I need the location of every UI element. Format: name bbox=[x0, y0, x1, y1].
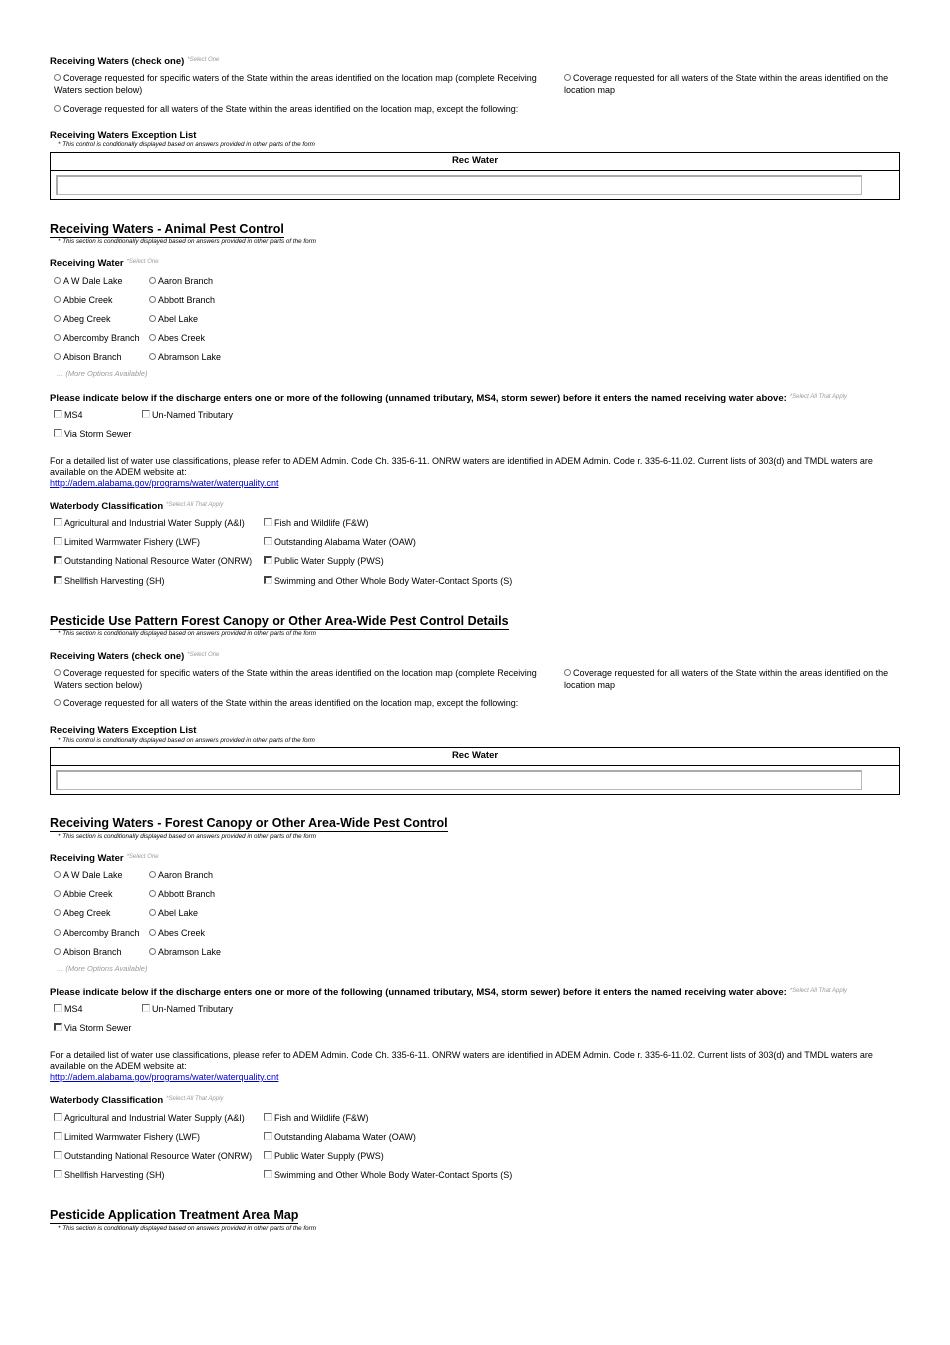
radio-icon[interactable] bbox=[54, 334, 61, 341]
checkbox-icon[interactable] bbox=[54, 1113, 62, 1121]
checkbox-icon[interactable] bbox=[54, 429, 62, 437]
coverage-option-all[interactable]: Coverage requested for all waters of the State within the areas identified on the location map bbox=[564, 668, 889, 690]
rec-water-input[interactable] bbox=[56, 770, 862, 790]
checkbox-icon[interactable] bbox=[264, 518, 272, 526]
exception-list-label-2: Receiving Waters Exception List bbox=[50, 725, 197, 736]
radio-icon[interactable] bbox=[54, 296, 61, 303]
checkbox-icon[interactable] bbox=[142, 1004, 150, 1012]
discharge-option-storm-sewer[interactable]: Via Storm Sewer bbox=[54, 428, 131, 440]
radio-icon[interactable] bbox=[54, 74, 61, 81]
waterbody-option[interactable]: Public Water Supply (PWS) bbox=[264, 1150, 384, 1162]
section-title-forest-details: Pesticide Use Pattern Forest Canopy or Other Area-Wide Pest Control Details bbox=[50, 614, 509, 628]
exception-list-label-1: Receiving Waters Exception List bbox=[50, 130, 197, 141]
receiving-water-option[interactable]: Abramson Lake bbox=[149, 946, 221, 958]
receiving-water-option[interactable]: Abercomby Branch bbox=[54, 332, 140, 344]
checkbox-icon[interactable] bbox=[264, 576, 272, 584]
coverage-label-2: Receiving Waters (check one) $^{*Select One}$ bbox=[50, 651, 220, 662]
waterbody-option[interactable]: Swimming and Other Whole Body Water-Contact Sports (S) bbox=[264, 1169, 512, 1181]
receiving-water-option[interactable]: Abel Lake bbox=[149, 907, 198, 919]
classification-info-text: For a detailed list of water use classifications, please refer to ADEM Admin. Code Ch. 335-6-11. ONRW waters are identified in ADEM Admin. Code r. 335-6-11.02. Current lists of 303(d) and TMDL waters are available on the ADEM website at: bbox=[50, 1050, 873, 1071]
conditional-section-note: * This section is conditionally displayed based on answers provided in other parts of the form bbox=[58, 833, 316, 840]
receiving-water-option[interactable]: Abes Creek bbox=[149, 927, 205, 939]
receiving-water-option[interactable]: Abeg Creek bbox=[54, 907, 111, 919]
waterbody-label: Waterbody Classification $^{*Select All That Apply}$ bbox=[50, 501, 224, 512]
radio-icon[interactable] bbox=[149, 277, 156, 284]
select-one-hint: *Select One bbox=[187, 57, 220, 63]
checkbox-icon[interactable] bbox=[54, 576, 62, 584]
waterbody-option[interactable]: Swimming and Other Whole Body Water-Contact Sports (S) bbox=[264, 575, 512, 587]
receiving-water-label: Receiving Water $^{*Select One}$ bbox=[50, 853, 159, 864]
adem-link[interactable]: http://adem.alabama.gov/programs/water/waterquality.cnt bbox=[50, 478, 279, 488]
conditional-control-note: * This control is conditionally displayed based on answers provided in other parts of the form bbox=[58, 737, 315, 744]
waterbody-option[interactable]: Limited Warmwater Fishery (LWF) bbox=[54, 536, 200, 548]
receiving-water-option[interactable]: Abercomby Branch bbox=[54, 927, 140, 939]
conditional-section-note: * This section is conditionally displayed based on answers provided in other parts of the form bbox=[58, 238, 316, 245]
rec-water-input[interactable] bbox=[56, 175, 862, 195]
waterbody-option[interactable]: Outstanding National Resource Water (ONRW) bbox=[54, 555, 252, 567]
receiving-water-option[interactable]: A W Dale Lake bbox=[54, 275, 123, 287]
coverage-option-specific[interactable]: Coverage requested for specific waters of the State within the areas identified on the location map (complete Receiving Waters section below) bbox=[54, 73, 537, 95]
radio-icon[interactable] bbox=[149, 890, 156, 897]
receiving-water-option[interactable]: A W Dale Lake bbox=[54, 869, 123, 881]
waterbody-option[interactable]: Public Water Supply (PWS) bbox=[264, 555, 384, 567]
radio-icon[interactable] bbox=[149, 315, 156, 322]
receiving-water-option[interactable]: Abbott Branch bbox=[149, 294, 215, 306]
coverage-option-except[interactable]: Coverage requested for all waters of the State within the areas identified on the location map, except the following: bbox=[54, 697, 518, 709]
receiving-water-option[interactable]: Aaron Branch bbox=[149, 869, 213, 881]
receiving-water-option[interactable]: Abel Lake bbox=[149, 313, 198, 325]
table-header-rec-water: Rec Water bbox=[51, 748, 899, 766]
radio-icon[interactable] bbox=[54, 669, 61, 676]
discharge-label: Please indicate below if the discharge enters one or more of the following (unnamed tributary, MS4, storm sewer) before it enters the named receiving water above: $^{*Select All That Apply}$ bbox=[50, 987, 848, 998]
waterbody-label: Waterbody Classification $^{*Select All That Apply}$ bbox=[50, 1095, 224, 1106]
waterbody-option[interactable]: Agricultural and Industrial Water Supply (A&I) bbox=[54, 1112, 245, 1124]
radio-icon[interactable] bbox=[149, 929, 156, 936]
conditional-control-note: * This control is conditionally displayed based on answers provided in other parts of the form bbox=[58, 141, 315, 148]
checkbox-icon[interactable] bbox=[142, 410, 150, 418]
receiving-water-option[interactable]: Abbie Creek bbox=[54, 888, 113, 900]
radio-icon[interactable] bbox=[54, 909, 61, 916]
classification-info-text: For a detailed list of water use classifications, please refer to ADEM Admin. Code Ch. 335-6-11. ONRW waters are identified in ADEM Admin. Code r. 335-6-11.02. Current lists of 303(d) and TMDL waters are available on the ADEM website at: bbox=[50, 456, 873, 477]
radio-icon[interactable] bbox=[54, 315, 61, 322]
radio-icon[interactable] bbox=[564, 74, 571, 81]
radio-icon[interactable] bbox=[564, 669, 571, 676]
radio-icon[interactable] bbox=[54, 105, 61, 112]
waterbody-option[interactable]: Agricultural and Industrial Water Supply (A&I) bbox=[54, 517, 245, 529]
radio-icon[interactable] bbox=[149, 296, 156, 303]
receiving-water-option[interactable]: Abbott Branch bbox=[149, 888, 215, 900]
radio-icon[interactable] bbox=[54, 277, 61, 284]
conditional-section-note: * This section is conditionally displayed based on answers provided in other parts of the form bbox=[58, 1225, 316, 1232]
checkbox-icon[interactable] bbox=[264, 1170, 272, 1178]
more-options-link[interactable]: ... (More Options Available) bbox=[57, 369, 148, 378]
receiving-water-option[interactable]: Abes Creek bbox=[149, 332, 205, 344]
checkbox-icon[interactable] bbox=[54, 1023, 62, 1031]
radio-icon[interactable] bbox=[54, 890, 61, 897]
radio-icon[interactable] bbox=[149, 948, 156, 955]
section-title-map: Pesticide Application Treatment Area Map bbox=[50, 1208, 299, 1222]
radio-icon[interactable] bbox=[149, 334, 156, 341]
waterbody-option[interactable]: Shellfish Harvesting (SH) bbox=[54, 575, 165, 587]
receiving-water-option[interactable]: Abison Branch bbox=[54, 946, 122, 958]
coverage-option-except[interactable]: Coverage requested for all waters of the State within the areas identified on the location map, except the following: bbox=[54, 103, 518, 115]
section-title-forest: Receiving Waters - Forest Canopy or Other Area-Wide Pest Control bbox=[50, 816, 448, 830]
waterbody-option[interactable]: Outstanding Alabama Water (OAW) bbox=[264, 536, 416, 548]
table-header-rec-water: Rec Water bbox=[51, 153, 899, 171]
receiving-water-option[interactable]: Abeg Creek bbox=[54, 313, 111, 325]
checkbox-icon[interactable] bbox=[264, 537, 272, 545]
checkbox-icon[interactable] bbox=[54, 1170, 62, 1178]
adem-link[interactable]: http://adem.alabama.gov/programs/water/waterquality.cnt bbox=[50, 1072, 279, 1082]
radio-icon[interactable] bbox=[54, 929, 61, 936]
radio-icon[interactable] bbox=[149, 909, 156, 916]
discharge-option-ms4[interactable]: MS4 bbox=[54, 1003, 83, 1015]
radio-icon[interactable] bbox=[54, 353, 61, 360]
coverage-option-all[interactable]: Coverage requested for all waters of the State within the areas identified on the location map bbox=[564, 73, 889, 95]
waterbody-option[interactable]: Fish and Wildlife (F&W) bbox=[264, 1112, 369, 1124]
checkbox-icon[interactable] bbox=[54, 556, 62, 564]
waterbody-option[interactable]: Limited Warmwater Fishery (LWF) bbox=[54, 1131, 200, 1143]
coverage-label-1: Receiving Waters (check one) $^{*Select One}$ bbox=[50, 56, 220, 67]
conditional-section-note: * This section is conditionally displayed based on answers provided in other parts of the form bbox=[58, 630, 316, 637]
exception-table-2 bbox=[50, 747, 900, 795]
receiving-water-option[interactable]: Abbie Creek bbox=[54, 294, 113, 306]
checkbox-icon[interactable] bbox=[264, 1113, 272, 1121]
checkbox-icon[interactable] bbox=[54, 1151, 62, 1159]
receiving-water-option[interactable]: Abramson Lake bbox=[149, 351, 221, 363]
exception-table-1 bbox=[50, 152, 900, 200]
checkbox-icon[interactable] bbox=[54, 1004, 62, 1012]
radio-icon[interactable] bbox=[149, 353, 156, 360]
receiving-water-option[interactable]: Aaron Branch bbox=[149, 275, 213, 287]
discharge-option-unnamed[interactable]: Un-Named Tributary bbox=[142, 1003, 233, 1015]
more-options-link[interactable]: ... (More Options Available) bbox=[57, 964, 148, 973]
radio-icon[interactable] bbox=[149, 871, 156, 878]
discharge-option-ms4[interactable]: MS4 bbox=[54, 409, 83, 421]
section-title-animal: Receiving Waters - Animal Pest Control bbox=[50, 222, 284, 236]
coverage-option-specific[interactable]: Coverage requested for specific waters of the State within the areas identified on the location map (complete Receiving Waters section below) bbox=[54, 668, 537, 690]
receiving-water-label: Receiving Water $^{*Select One}$ bbox=[50, 258, 159, 269]
waterbody-option[interactable]: Outstanding National Resource Water (ONRW) bbox=[54, 1150, 252, 1162]
checkbox-icon[interactable] bbox=[264, 556, 272, 564]
discharge-option-unnamed[interactable]: Un-Named Tributary bbox=[142, 409, 233, 421]
checkbox-icon[interactable] bbox=[264, 1151, 272, 1159]
checkbox-icon[interactable] bbox=[54, 518, 62, 526]
waterbody-option[interactable]: Fish and Wildlife (F&W) bbox=[264, 517, 369, 529]
discharge-option-storm-sewer[interactable]: Via Storm Sewer bbox=[54, 1022, 131, 1034]
waterbody-option[interactable]: Outstanding Alabama Water (OAW) bbox=[264, 1131, 416, 1143]
discharge-label: Please indicate below if the discharge enters one or more of the following (unnamed tributary, MS4, storm sewer) before it enters the named receiving water above: $^{*Select All That Apply}$ bbox=[50, 393, 848, 404]
radio-icon[interactable] bbox=[54, 871, 61, 878]
checkbox-icon[interactable] bbox=[54, 410, 62, 418]
checkbox-icon[interactable] bbox=[54, 537, 62, 545]
receiving-water-option[interactable]: Abison Branch bbox=[54, 351, 122, 363]
waterbody-option[interactable]: Shellfish Harvesting (SH) bbox=[54, 1169, 165, 1181]
checkbox-icon[interactable] bbox=[54, 1132, 62, 1140]
radio-icon[interactable] bbox=[54, 699, 61, 706]
checkbox-icon[interactable] bbox=[264, 1132, 272, 1140]
radio-icon[interactable] bbox=[54, 948, 61, 955]
